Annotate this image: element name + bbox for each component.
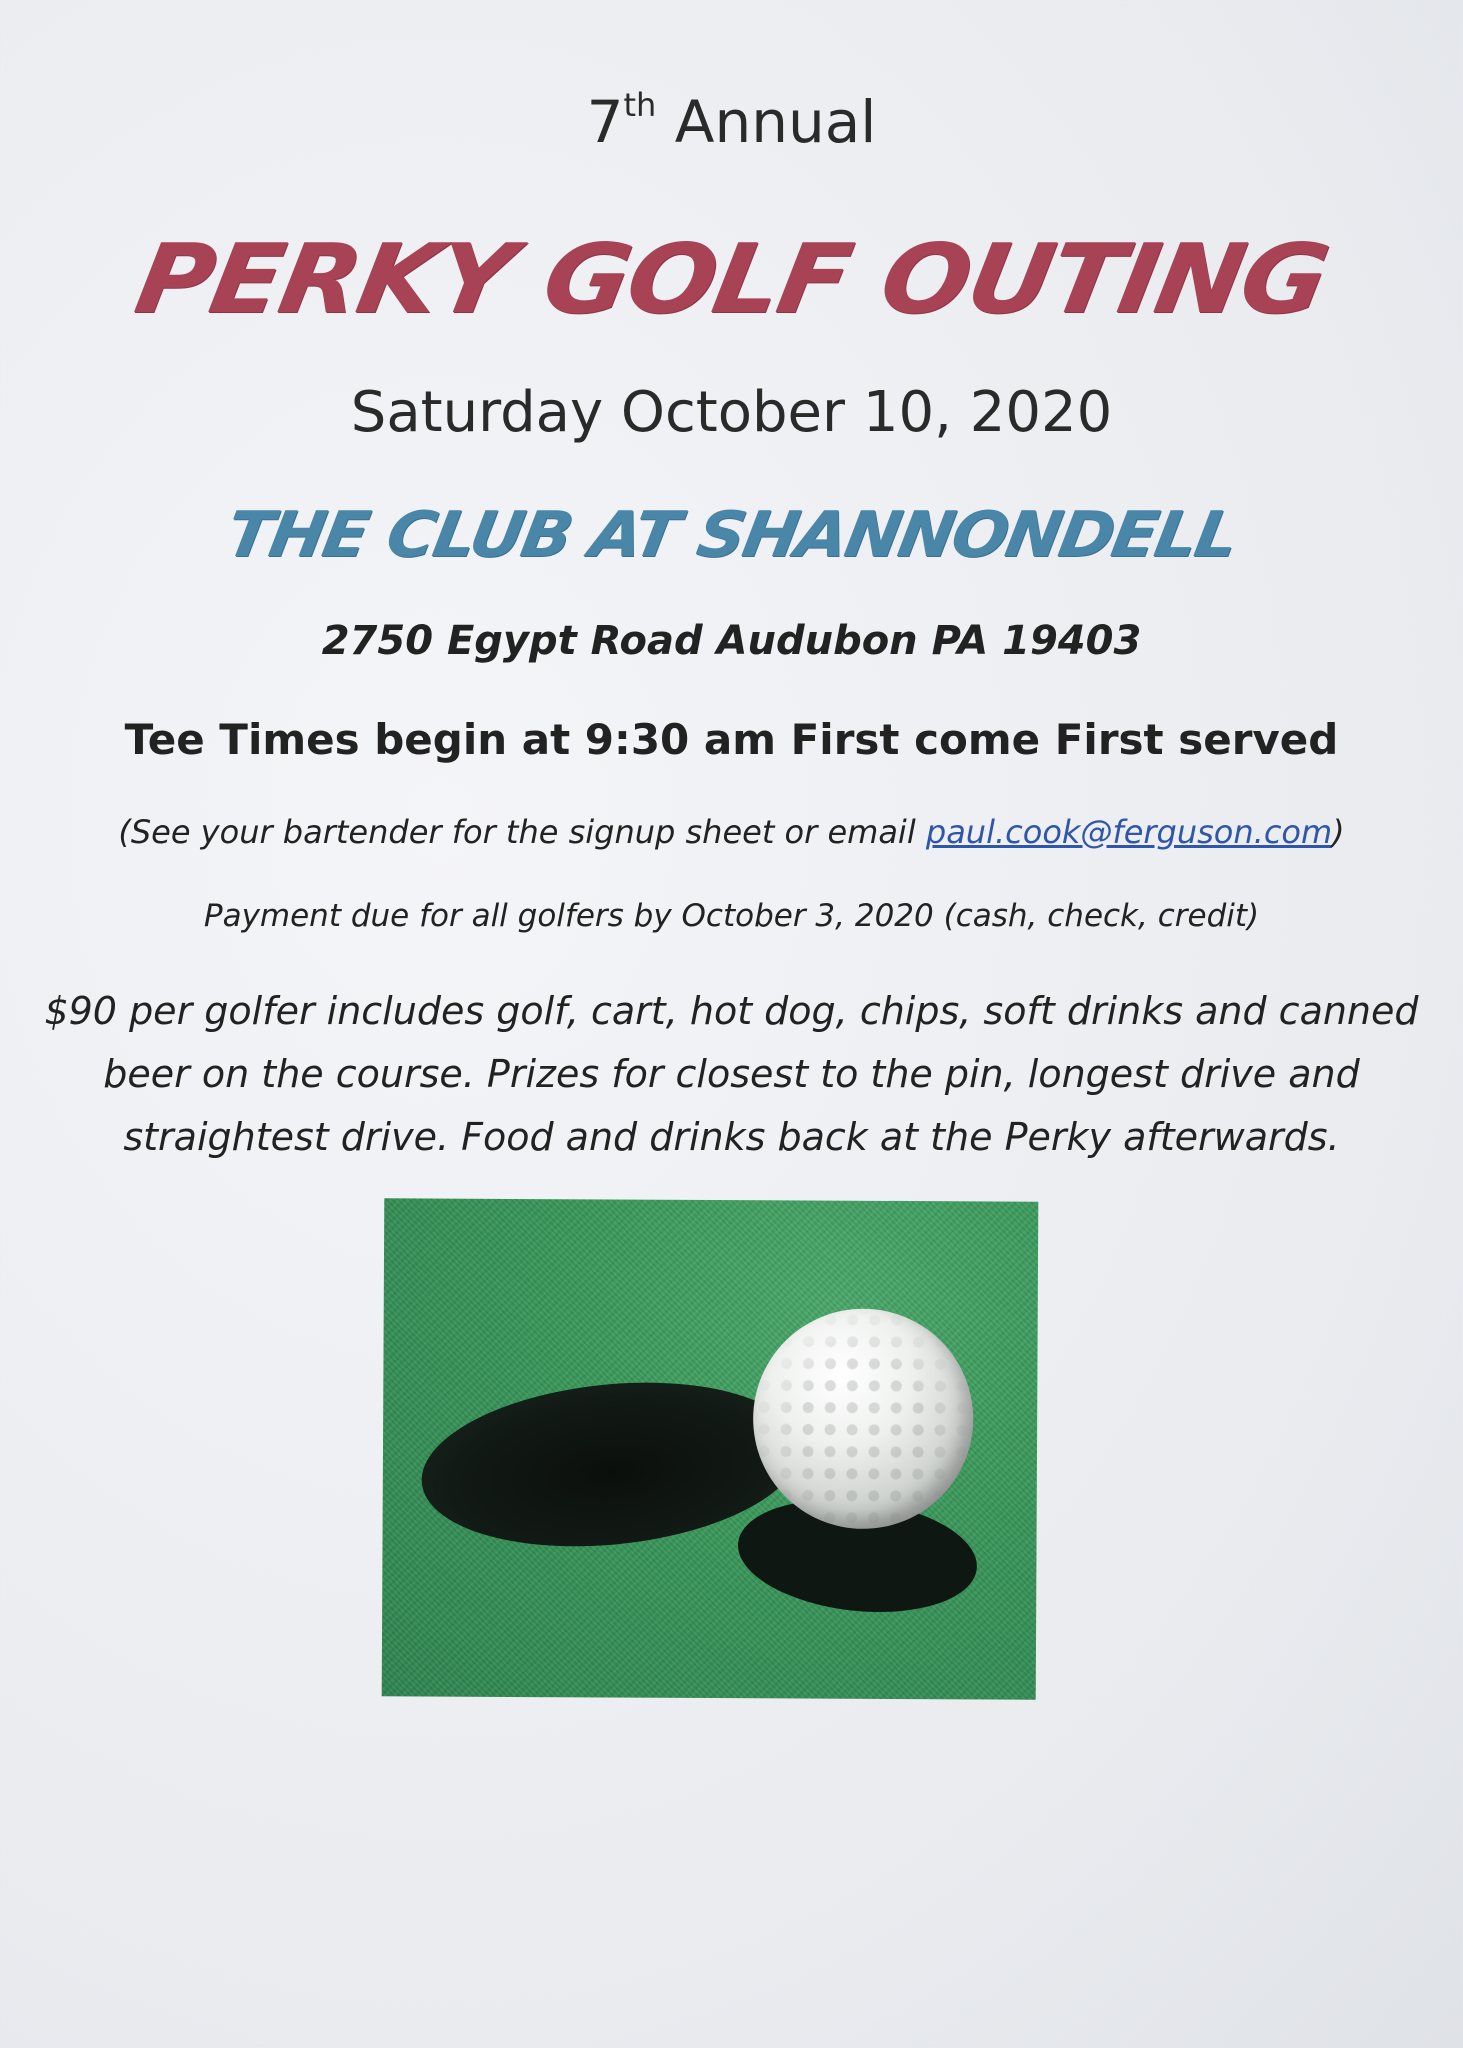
tee-times: Tee Times begin at 9:30 am First come First served [124,715,1339,764]
details-line: beer on the course. Prizes for closest to the pin, longest drive and [103,1052,1360,1096]
golf-ball-dimples [753,1308,974,1529]
golf-ball-hole-image [382,1198,1039,1699]
payment-note: Payment due for all golfers by October 3, 2020 (cash, check, credit) [203,898,1260,934]
edition-number: 7 [586,88,624,156]
edition-word: Annual [674,88,877,156]
venue-name: THE CLUB AT SHANNONDELL [220,497,1243,572]
event-title: PERKY GOLF OUTING [127,222,1336,336]
event-date: Saturday October 10, 2020 [350,380,1113,445]
details-line: straightest drive. Food and drinks back at the Perky afterwards. [123,1115,1340,1159]
signup-suffix: ) [1332,813,1345,851]
edition-suffix: th [623,85,657,124]
venue-address: 2750 Egypt Road Audubon PA 19403 [321,618,1142,664]
event-details [40,980,1423,1169]
signup-note [0,813,1463,851]
details-line: $90 per golfer includes golf, cart, hot dog, chips, soft drinks and canned [44,989,1419,1033]
email-link[interactable]: paul.cook@ferguson.com [925,813,1333,851]
signup-prefix: (See your bartender for the signup sheet or email [118,813,926,851]
edition-heading [0,85,1463,156]
